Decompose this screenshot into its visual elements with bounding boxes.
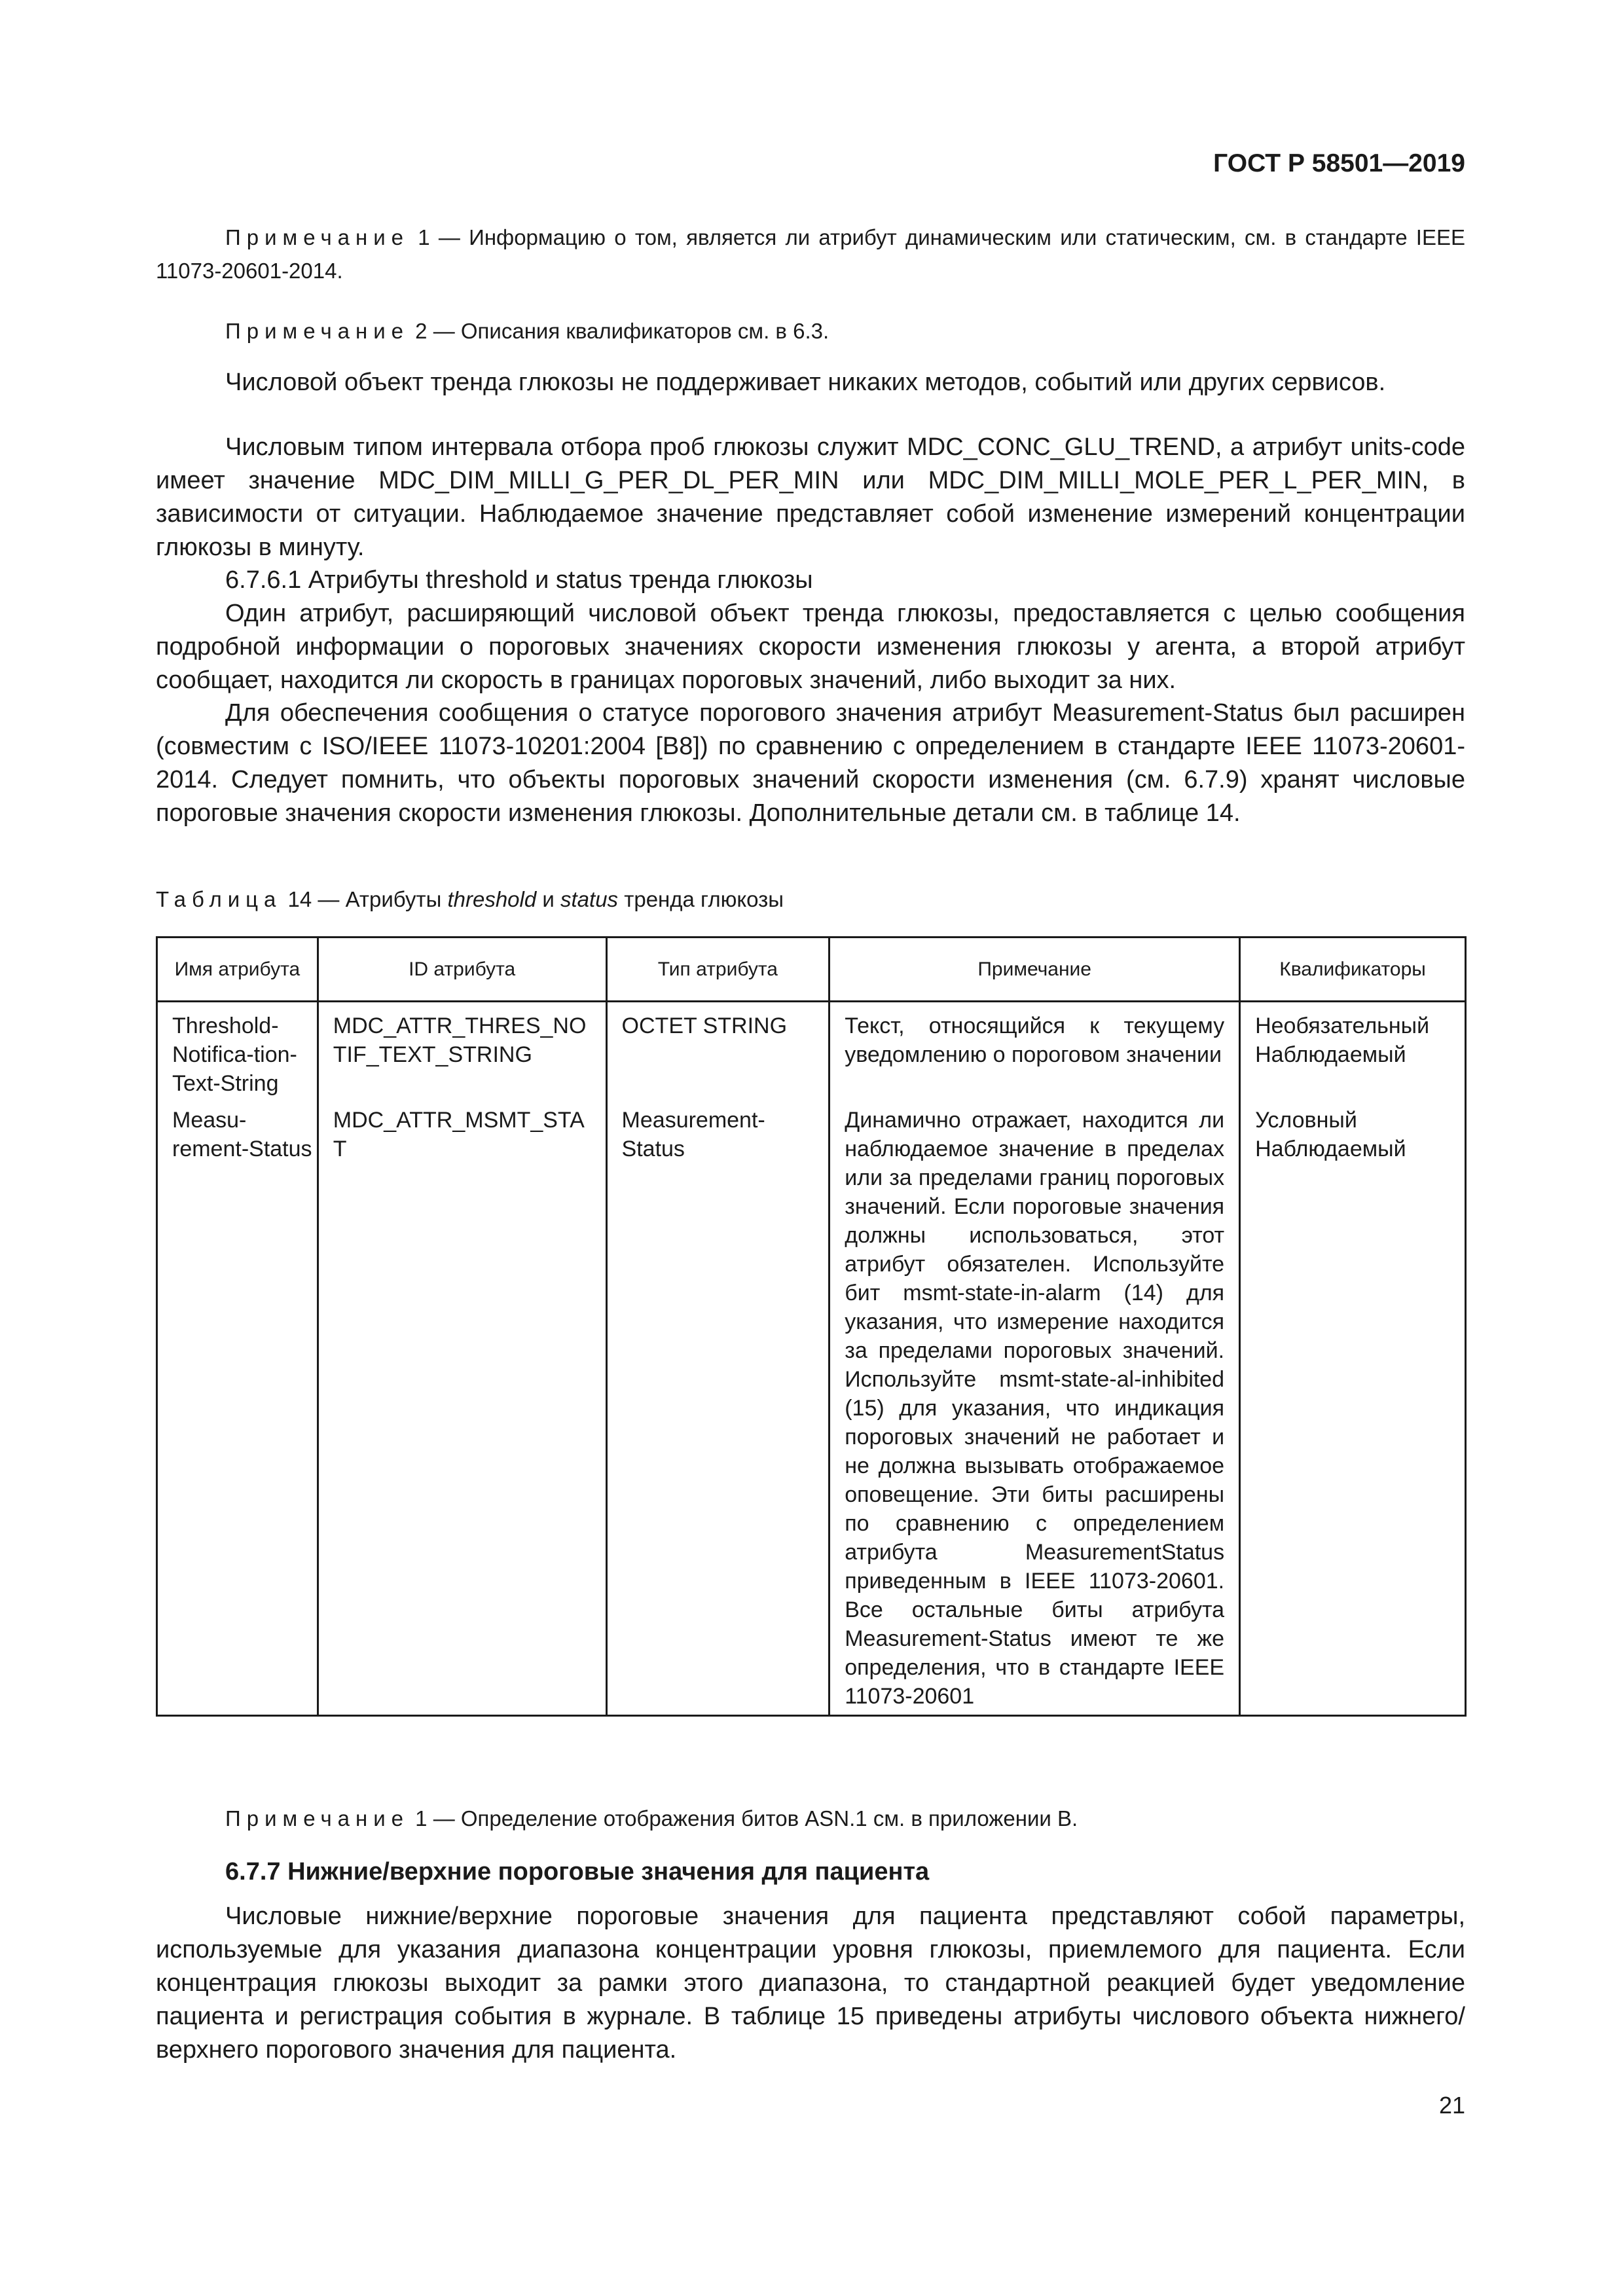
note-label: Примечание	[225, 225, 410, 249]
cell-attr-id: MDC_ATTR_MSMT_STAT	[318, 1102, 606, 1716]
section-heading: 6.7.7 Нижние/верхние пороговые значения для пациента	[225, 1858, 930, 1886]
cell-qualifiers: Условный Наблюдаемый	[1240, 1102, 1466, 1716]
cell-attr-type: Measurement-Status	[606, 1102, 830, 1716]
page-number: 21	[1438, 2092, 1465, 2119]
header-qualifiers: Квалификаторы	[1240, 938, 1466, 1002]
header-attr-id: ID атрибута	[318, 938, 606, 1002]
standard-header: ГОСТ Р 58501—2019	[1213, 149, 1465, 177]
table-row	[157, 1002, 1466, 1102]
caption-label: Таблица	[156, 887, 282, 911]
caption-mid: и	[536, 887, 561, 911]
attributes-table	[156, 936, 1467, 1717]
caption-italic-status: status	[560, 887, 619, 911]
header-remark: Примечание	[830, 938, 1240, 1002]
paragraph-no-methods: Числовой объект тренда глюкозы не поддерживает никаких методов, событий или других сервисов.	[225, 369, 1386, 396]
note-text: 1 — Информацию о том, является ли атрибут динамическим или статическим, см. в стандарте IEEE 11073-20601-2014.	[156, 225, 1465, 283]
caption-post: тренда глюкозы	[618, 887, 784, 911]
header-attr-type: Тип атрибута	[606, 938, 830, 1002]
cell-qualifiers: Необязательный Наблюдаемый	[1240, 1002, 1466, 1102]
paragraph-measurement-status: Для обеспечения сообщения о статусе порогового значения атрибут Measurement-Status был расширен (совместим с ISO/IEEE 11073-10201:2004 [B8]) по сравнению с определением в стандарте IEEE 11073-20601-2014. Следует помнить, что объекты пороговых значений скорости изменения (см. 6.7.9) хранят числовые пороговые значения скорости изменения глюкозы. Дополнительные детали см. в таблице 14.	[156, 699, 1465, 827]
table-header-row	[157, 938, 1466, 1002]
note-2	[156, 314, 1465, 348]
caption-pre: 14 — Атрибуты	[282, 887, 448, 911]
table-row	[157, 1102, 1466, 1716]
cell-attr-name: Measu-rement-Status	[157, 1102, 318, 1716]
cell-attr-id: MDC_ATTR_THRES_NOTIF_TEXT_STRING	[318, 1002, 606, 1102]
cell-remark: Текст, относящийся к текущему уведомлению о пороговом значении	[830, 1002, 1240, 1102]
caption-italic-threshold: threshold	[447, 887, 537, 911]
subsection-title: 6.7.6.1 Атрибуты threshold и status тренда глюкозы	[225, 566, 813, 594]
note-label: Примечание	[225, 319, 410, 343]
cell-remark: Динамично отражает, находится ли наблюдаемое значение в пределах или за пределами границ пороговых значений. Если пороговые значения должны использоваться, этот атрибут обязателен. Используйте бит msmt-state-in-alarm (14) для указания, что измерение находится за пределами пороговых значений. Используйте msmt-state-al-inhibited (15) для указания, что индикация пороговых значений не работает и не должна вызывать отображаемое оповещение. Эти биты расширены по сравнению с определением атрибута MeasurementStatus приведенным в IEEE 11073-20601. Все остальные биты атрибута Measurement-Status имеют те же определения, что в стандарте IEEE 11073-20601	[830, 1102, 1240, 1716]
cell-attr-type: OCTET STRING	[606, 1002, 830, 1102]
table-note	[156, 1802, 1465, 1835]
table-caption	[156, 887, 784, 912]
paragraph-threshold-attr: Один атрибут, расширяющий числовой объект тренда глюкозы, предоставляется с целью сообщения подробной информации о пороговых значениях скорости изменения глюкозы у агента, а второй атрибут сообщает, находится ли скорость в границах пороговых значений, либо выходит за них.	[156, 600, 1465, 694]
cell-attr-name: Threshold-Notifica-tion-Text-String	[157, 1002, 318, 1102]
header-attr-name: Имя атрибута	[157, 938, 318, 1002]
section-paragraph: Числовые нижние/верхние пороговые значения для пациента представляют собой параметры, используемые для указания диапазона концентрации уровня глюкозы, приемлемого для пациента. Если концентрация глюкозы выходит за рамки этого диапазона, то стандартной реакцией будет уведомление пациента и регистрация события в журнале. В таблице 15 приведены атрибуты числового объекта нижнего/верхнего порогового значения для пациента.	[156, 1903, 1465, 2064]
note-text: 1 — Определение отображения битов ASN.1 см. в приложении В.	[409, 1806, 1078, 1831]
note-label: Примечание	[225, 1806, 410, 1831]
note-text: 2 — Описания квалификаторов см. в 6.3.	[409, 319, 830, 343]
paragraph-units-code: Числовым типом интервала отбора проб глюкозы служит MDC_CONC_GLU_TREND, а атрибут units-code имеет значение MDC_DIM_MILLI_G_PER_DL_PER_MIN или MDC_DIM_MILLI_MOLE_PER_L_PER_MIN, в зависимости от ситуации. Наблюдаемое значение представляет собой изменение измерений концентрации глюкозы в минуту.	[156, 433, 1465, 561]
note-1	[156, 221, 1465, 287]
